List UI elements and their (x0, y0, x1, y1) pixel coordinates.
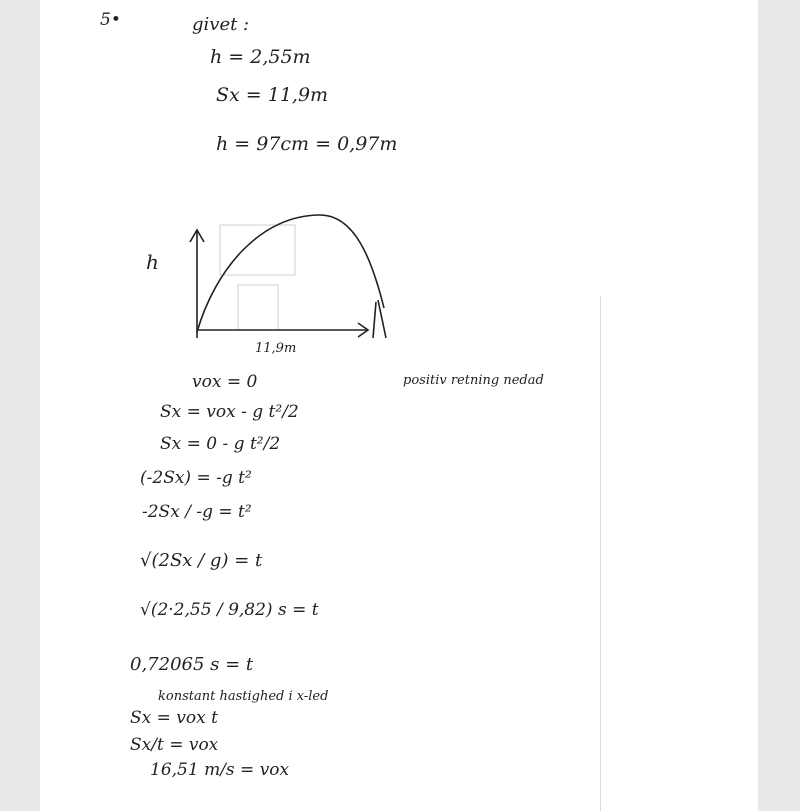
page-margin-line (600, 296, 601, 811)
eq-line-5: √(2Sx / g) = t (140, 550, 263, 571)
problem-number: 5• (100, 10, 121, 30)
eq-line-3: (-2Sx) = -g t² (140, 468, 252, 488)
eq-line-7: 0,72065 s = t (130, 654, 254, 675)
eq-line-1: Sx = vox - g t²/2 (160, 402, 299, 422)
given-h: h = 97cm = 0,97m (216, 133, 398, 155)
diagram-height-label: h (146, 250, 159, 274)
eq-line-6: √(2·2,55 / 9,82) s = t (140, 600, 319, 620)
eq-ratio: Sx/t = vox (130, 735, 219, 755)
eq-sx-definition: Sx = vox t (130, 708, 218, 728)
eq-vox: vox = 0 (192, 372, 258, 392)
eq-line-2: Sx = 0 - g t²/2 (160, 434, 281, 454)
eq-result: 16,51 m/s = vox (150, 760, 290, 780)
eq-line-4: -2Sx / -g = t² (142, 502, 252, 522)
given-sx: Sx = 11,9m (216, 84, 329, 106)
given-heading: givet : (192, 14, 250, 35)
notebook-page (40, 0, 758, 811)
diagram-distance-label: 11,9m (255, 341, 297, 356)
given-h1: h = 2,55m (210, 46, 311, 68)
positive-direction-note: positiv retning nedad (403, 373, 544, 388)
constant-velocity-note: konstant hastighed i x-led (158, 689, 329, 704)
